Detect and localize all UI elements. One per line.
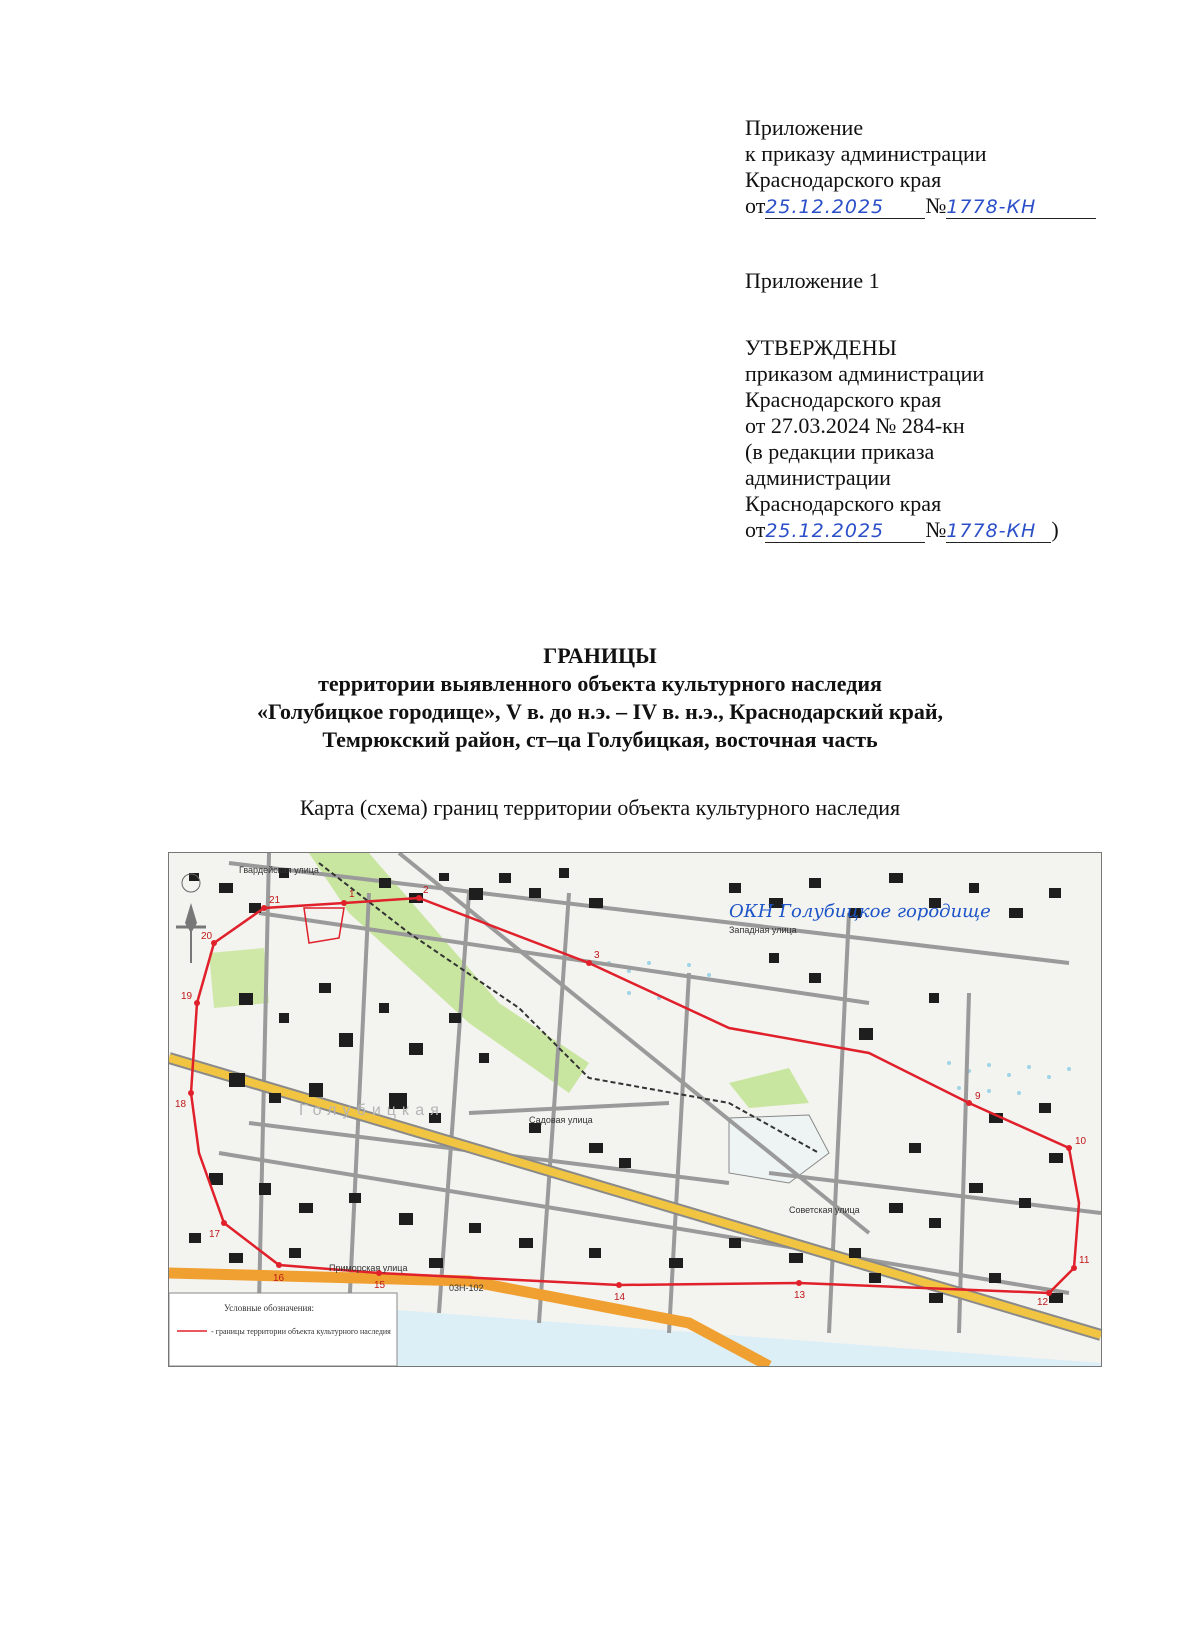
- handwritten-date: 25.12.2025: [765, 519, 925, 543]
- point-label: 10: [1075, 1136, 1087, 1147]
- point-label: 3: [594, 950, 600, 961]
- point-label: 21: [269, 895, 281, 906]
- street-label: Советская улица: [789, 1205, 860, 1215]
- street-label: Западная улица: [729, 925, 797, 935]
- approved-date-line: [745, 517, 1059, 543]
- approved-line-7: Краснодарского края: [745, 491, 942, 516]
- appendix-number: [745, 268, 880, 294]
- handwritten-date: 25.12.2025: [765, 195, 925, 219]
- boundary-map: [168, 852, 1102, 1367]
- handwritten-number: 1778-КН: [946, 195, 1096, 219]
- map-canvas: [169, 853, 1101, 1366]
- street-label: Садовая улица: [529, 1115, 593, 1125]
- closing-paren: ): [1051, 517, 1059, 542]
- number-prefix: №: [925, 517, 947, 542]
- street-label: Приморская улица: [329, 1263, 408, 1273]
- document-title: [0, 642, 1200, 754]
- point-label: 15: [374, 1280, 386, 1291]
- handwritten-number: 1778-КН: [946, 519, 1051, 543]
- point-label: 9: [975, 1091, 981, 1102]
- title-line-2: территории выявленного объекта культурного наследия: [318, 671, 882, 696]
- order-ref-line: к приказу администрации: [745, 141, 987, 166]
- heritage-boundary: [191, 898, 1079, 1293]
- street-grid: [219, 853, 1101, 1333]
- point-label: 12: [1037, 1297, 1049, 1308]
- town-label: Голубицкая: [299, 1102, 445, 1119]
- approved-line-6: администрации: [745, 465, 891, 490]
- point-label: 16: [273, 1273, 285, 1284]
- order-date-line: [745, 193, 1096, 219]
- compass-icon: [176, 874, 206, 963]
- point-label: 20: [201, 931, 213, 942]
- point-label: 1: [349, 889, 355, 900]
- street-label: 03Н-102: [449, 1283, 484, 1293]
- point-label: 18: [175, 1099, 187, 1110]
- point-label: 11: [1079, 1255, 1090, 1266]
- point-label: 2: [423, 885, 429, 896]
- approved-line-4: от 27.03.2024 № 284-кн: [745, 413, 965, 438]
- map-legend: [169, 1293, 397, 1366]
- legend-item: - границы территории объекта культурного наследия: [211, 1327, 391, 1336]
- legend-title: Условные обозначения:: [224, 1303, 315, 1313]
- point-label: 17: [209, 1229, 221, 1240]
- title-line-1: ГРАНИЦЫ: [543, 643, 657, 668]
- point-label: 19: [181, 991, 193, 1002]
- approved-label: УТВЕРЖДЕНЫ: [745, 335, 897, 360]
- from-prefix: от: [745, 193, 766, 218]
- green-area: [729, 1068, 809, 1108]
- point-label: 13: [794, 1290, 806, 1301]
- street-label: Гвардейская улица: [239, 865, 319, 875]
- okn-label: ОКН Голубицкое городище: [729, 901, 991, 922]
- approved-line-5: (в редакции приказа: [745, 439, 935, 464]
- title-line-3: «Голубицкое городище», V в. до н.э. – IV в. н.э., Краснодарский край,: [256, 699, 944, 724]
- region-line: Краснодарского края: [745, 167, 942, 192]
- appendix-label: Приложение: [745, 115, 864, 140]
- approval-block: [745, 335, 1059, 543]
- number-prefix: №: [925, 193, 947, 218]
- title-line-4: Темрюкский район, ст–ца Голубицкая, восточная часть: [322, 727, 878, 752]
- appendix-header: [745, 115, 1096, 219]
- approved-line-2: приказом администрации: [745, 361, 985, 386]
- point-label: 14: [614, 1292, 626, 1303]
- appendix-1-label: Приложение 1: [745, 268, 880, 293]
- map-caption: Карта (схема) границ территории объекта культурного наследия: [299, 795, 901, 820]
- from-prefix: от: [745, 517, 766, 542]
- approved-line-3: Краснодарского края: [745, 387, 942, 412]
